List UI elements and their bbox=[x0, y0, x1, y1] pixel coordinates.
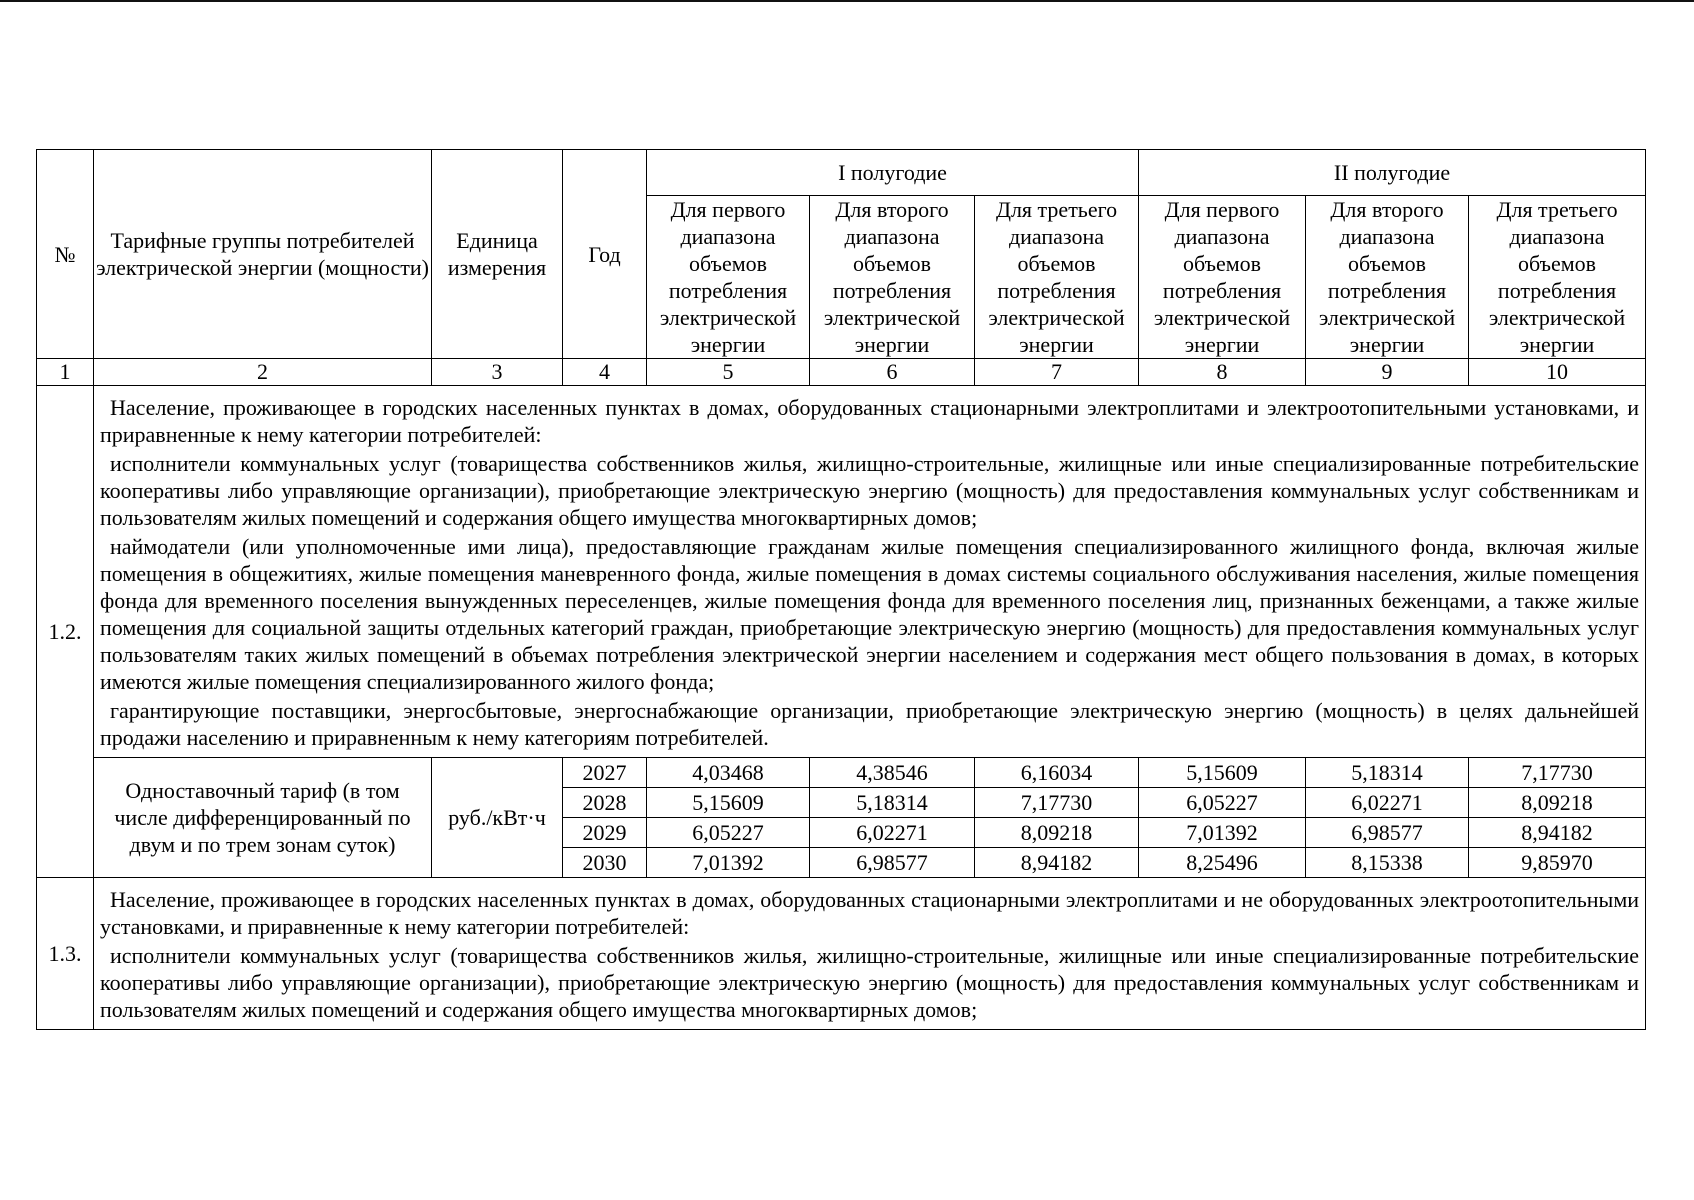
column-number-row bbox=[37, 359, 1646, 386]
value-cell: 6,05227 bbox=[1139, 788, 1306, 818]
section-description bbox=[94, 878, 1646, 1030]
value-cell: 4,38546 bbox=[810, 758, 975, 788]
column-number: 10 bbox=[1469, 359, 1646, 386]
column-number: 8 bbox=[1139, 359, 1306, 386]
column-number: 7 bbox=[975, 359, 1139, 386]
header-range: Для первого диапазона объемов потребления электрической энергии bbox=[1139, 196, 1306, 359]
header-range: Для второго диапазона объемов потребления электрической энергии bbox=[1306, 196, 1469, 359]
column-number: 2 bbox=[94, 359, 432, 386]
column-number: 9 bbox=[1306, 359, 1469, 386]
year-cell: 2027 bbox=[563, 758, 647, 788]
value-cell: 7,17730 bbox=[975, 788, 1139, 818]
value-cell: 8,09218 bbox=[1469, 788, 1646, 818]
year-cell: 2028 bbox=[563, 788, 647, 818]
header-year: Год bbox=[563, 150, 647, 359]
header-range: Для третьего диапазона объемов потребления электрической энергии bbox=[975, 196, 1139, 359]
year-cell: 2030 bbox=[563, 848, 647, 878]
section-paragraph: исполнители коммунальных услуг (товарищества собственников жилья, жилищно-строительные, жилищные или иные специализированные потребительские кооперативы либо управляющие организации), приобретающие электрическую энергию (мощность) для предоставления коммунальных услуг собственникам и пользователям жилых помещений и содержания общего имущества многоквартирных домов; bbox=[100, 943, 1640, 1022]
section-1-2-description-row bbox=[37, 386, 1646, 758]
section-number: 1.2. bbox=[37, 386, 94, 878]
section-1-3-description-row bbox=[37, 878, 1646, 1030]
value-cell: 9,85970 bbox=[1469, 848, 1646, 878]
tariff-name: Одноставочный тариф (в том числе дифференцированный по двум и по трем зонам суток) bbox=[94, 758, 432, 878]
column-number: 6 bbox=[810, 359, 975, 386]
section-paragraph: Население, проживающее в городских населенных пунктах в домах, оборудованных стационарными электроплитами и не оборудованных электроотопительными установками, и приравненные к нему категории потребителей: bbox=[100, 887, 1640, 939]
value-cell: 8,09218 bbox=[975, 818, 1139, 848]
value-cell: 7,01392 bbox=[1139, 818, 1306, 848]
value-cell: 5,18314 bbox=[1306, 758, 1469, 788]
section-paragraph: исполнители коммунальных услуг (товарищества собственников жилья, жилищно-строительные, жилищные или иные специализированные потребительские кооперативы либо управляющие организации), приобретающие электрическую энергию (мощность) для предоставления коммунальных услуг собственникам и пользователям жилых помещений и содержания общего имущества многоквартирных домов; bbox=[100, 451, 1640, 530]
tariff-row-2027 bbox=[37, 758, 1646, 788]
value-cell: 6,02271 bbox=[1306, 788, 1469, 818]
header-tariff-group: Тарифные группы потребителей электрической энергии (мощности) bbox=[94, 150, 432, 359]
value-cell: 6,05227 bbox=[647, 818, 810, 848]
header-half-2: II полугодие bbox=[1139, 150, 1646, 196]
value-cell: 5,15609 bbox=[1139, 758, 1306, 788]
header-range: Для третьего диапазона объемов потребления электрической энергии bbox=[1469, 196, 1646, 359]
section-paragraph: наймодатели (или уполномоченные ими лица), предоставляющие гражданам жилые помещения специализированного жилищного фонда, включая жилые помещения в общежитиях, жилые помещения маневренного фонда, жилые помещения в домах системы социального обслуживания населения, жилые помещения фонда для временного поселения вынужденных переселенцев, жилые помещения фонда для временного поселения лиц, признанных беженцами, а также жилые помещения для социальной защиты отдельных категорий граждан, приобретающие электрическую энергию (мощность) для предоставления коммунальных услуг пользователям таких жилых помещений в объемах потребления электрической энергии населением и содержания мест общего пользования в домах, в которых имеются жилые помещения специализированного жилого фонда; bbox=[100, 534, 1640, 694]
value-cell: 8,25496 bbox=[1139, 848, 1306, 878]
section-number: 1.3. bbox=[37, 878, 94, 1030]
value-cell: 8,94182 bbox=[975, 848, 1139, 878]
value-cell: 8,94182 bbox=[1469, 818, 1646, 848]
value-cell: 8,15338 bbox=[1306, 848, 1469, 878]
tariff-unit: руб./кВт·ч bbox=[432, 758, 563, 878]
header-row-groups bbox=[37, 150, 1646, 196]
value-cell: 5,18314 bbox=[810, 788, 975, 818]
value-cell: 5,15609 bbox=[647, 788, 810, 818]
header-half-1: I полугодие bbox=[647, 150, 1139, 196]
scan-edge bbox=[0, 0, 1694, 2]
value-cell: 7,17730 bbox=[1469, 758, 1646, 788]
column-number: 5 bbox=[647, 359, 810, 386]
column-number: 1 bbox=[37, 359, 94, 386]
column-number: 4 bbox=[563, 359, 647, 386]
column-number: 3 bbox=[432, 359, 563, 386]
header-range: Для второго диапазона объемов потребления электрической энергии bbox=[810, 196, 975, 359]
tariff-table bbox=[36, 149, 1646, 1030]
year-cell: 2029 bbox=[563, 818, 647, 848]
value-cell: 4,03468 bbox=[647, 758, 810, 788]
header-range: Для первого диапазона объемов потребления электрической энергии bbox=[647, 196, 810, 359]
header-unit: Единица измерения bbox=[432, 150, 563, 359]
value-cell: 7,01392 bbox=[647, 848, 810, 878]
header-no: № bbox=[37, 150, 94, 359]
value-cell: 6,02271 bbox=[810, 818, 975, 848]
section-description bbox=[94, 386, 1646, 758]
value-cell: 6,98577 bbox=[1306, 818, 1469, 848]
section-paragraph: Население, проживающее в городских населенных пунктах в домах, оборудованных стационарными электроплитами и электроотопительными установками, и приравненные к нему категории потребителей: bbox=[100, 395, 1640, 447]
value-cell: 6,16034 bbox=[975, 758, 1139, 788]
section-paragraph: гарантирующие поставщики, энергосбытовые, энергоснабжающие организации, приобретающие электрическую энергию (мощность) в целях дальнейшей продажи населению и приравненным к нему категориям потребителей. bbox=[100, 698, 1640, 750]
value-cell: 6,98577 bbox=[810, 848, 975, 878]
